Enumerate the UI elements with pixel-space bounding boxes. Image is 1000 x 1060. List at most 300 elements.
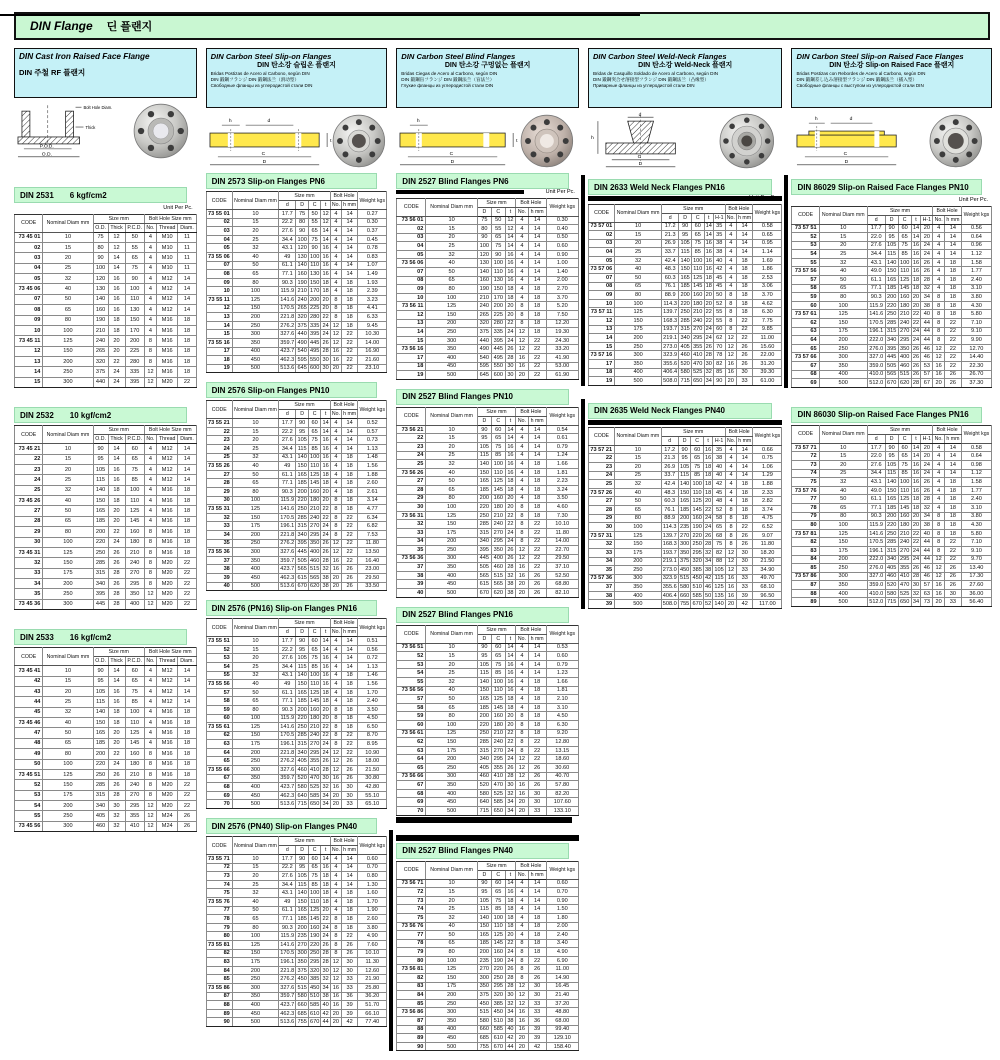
cell: 26 bbox=[945, 379, 962, 388]
cell: 33 bbox=[528, 999, 546, 1008]
cell: 14 bbox=[945, 250, 962, 259]
cell: 2.53 bbox=[753, 274, 782, 283]
cell: 276.2 bbox=[280, 322, 295, 329]
cell: 300 bbox=[232, 548, 278, 557]
cell: 73 55 26 bbox=[206, 462, 232, 471]
cell: 16 bbox=[322, 454, 329, 461]
cell: 33 bbox=[737, 583, 753, 592]
cell: 4 bbox=[144, 485, 156, 495]
cell: M12 bbox=[157, 274, 178, 284]
cell: 0.58 bbox=[961, 443, 991, 452]
cell: 423.7 bbox=[280, 1001, 295, 1008]
cell: 16 bbox=[108, 284, 125, 294]
cell: 250 bbox=[43, 367, 93, 377]
cell: 35 bbox=[713, 231, 725, 240]
cell: 44 bbox=[15, 697, 43, 707]
table-row bbox=[397, 721, 579, 730]
cell: 505 bbox=[477, 563, 491, 572]
cell: M16 bbox=[157, 485, 178, 495]
cell: 52 bbox=[15, 780, 43, 790]
cell: 34 bbox=[505, 806, 515, 815]
column-subheader: Thread bbox=[157, 223, 178, 232]
column-header: Bolt Hole bbox=[516, 198, 547, 207]
cell: 140 bbox=[886, 478, 897, 485]
cell: 1.00 bbox=[546, 259, 578, 268]
table-row bbox=[397, 216, 579, 225]
cell: 4 bbox=[330, 252, 341, 261]
cell: 22 bbox=[945, 336, 962, 345]
column-header: Nominal Diam mm bbox=[819, 206, 867, 224]
table-row bbox=[206, 330, 387, 339]
cell: 445 bbox=[297, 548, 307, 555]
column-subheader: No. bbox=[934, 216, 943, 223]
cell: 350 bbox=[477, 982, 491, 991]
cell: 130 bbox=[309, 270, 320, 277]
column-subheader: Thread bbox=[157, 657, 178, 666]
cell: 22.00 bbox=[753, 351, 782, 360]
cell: 175 bbox=[43, 790, 93, 800]
cell: 515 bbox=[297, 984, 307, 991]
cell: 0.53 bbox=[546, 643, 578, 652]
cell: 50 bbox=[615, 274, 662, 283]
cell: 85 bbox=[308, 445, 321, 454]
cell: M12 bbox=[157, 444, 178, 454]
cell: 2.33 bbox=[753, 488, 782, 497]
cell: 4 bbox=[933, 233, 945, 242]
cell: 29 bbox=[397, 494, 426, 503]
cell: 16 bbox=[516, 354, 528, 363]
dd-label: D bbox=[638, 161, 643, 167]
cell: 64 bbox=[206, 748, 232, 757]
cell: 395 bbox=[886, 345, 897, 352]
cell: 47 bbox=[15, 728, 43, 738]
table-row bbox=[588, 308, 782, 317]
cell: 10 bbox=[232, 855, 278, 864]
cell: 43.1 bbox=[279, 889, 296, 898]
cell: 24 bbox=[505, 336, 515, 345]
cell: 525 bbox=[309, 784, 320, 791]
cell: 18 bbox=[322, 471, 329, 478]
cell: 22 bbox=[528, 554, 546, 563]
cell: 515 bbox=[491, 571, 505, 580]
cell: 100 bbox=[491, 913, 505, 922]
cell: 05 bbox=[15, 274, 43, 284]
cell: 16 bbox=[912, 251, 920, 258]
flange-photo bbox=[521, 115, 573, 167]
cell: 350 bbox=[426, 345, 478, 354]
cell: 34 bbox=[705, 558, 712, 565]
cell: 12 bbox=[725, 566, 736, 575]
column-header: CODE bbox=[588, 204, 614, 222]
cell: 20 bbox=[705, 498, 712, 505]
cell: 22 bbox=[528, 345, 546, 354]
cell: 100 bbox=[491, 678, 505, 687]
cell: 40 bbox=[397, 589, 426, 598]
cell: 18 bbox=[342, 304, 358, 313]
cell: 10 bbox=[43, 232, 93, 242]
cell: 14 bbox=[108, 263, 125, 273]
cell: 30 bbox=[342, 783, 358, 792]
cell: 8 bbox=[144, 568, 156, 578]
cell: 20 bbox=[505, 494, 515, 503]
black-accent-bar bbox=[396, 835, 579, 841]
cell: 1.07 bbox=[358, 261, 387, 270]
cell: 350 bbox=[232, 992, 278, 1001]
cell: 18 bbox=[736, 308, 752, 317]
cell: 4 bbox=[330, 906, 341, 915]
cell: 73 45 41 bbox=[15, 666, 43, 676]
cell: 270 bbox=[899, 328, 910, 335]
cell: 24 bbox=[912, 328, 920, 335]
cell: 73 55 16 bbox=[206, 338, 232, 347]
cell: 80 bbox=[296, 218, 309, 227]
cell: 105 bbox=[886, 242, 897, 249]
cell: 61.90 bbox=[546, 371, 578, 380]
cell: 16 bbox=[322, 245, 329, 252]
cell: 14 bbox=[528, 216, 546, 225]
cell: 15 bbox=[819, 233, 867, 242]
table-row bbox=[206, 445, 387, 454]
cell: 34 bbox=[206, 531, 232, 540]
cell: 18 bbox=[736, 274, 752, 283]
cell: 50 bbox=[232, 261, 278, 270]
cell: 75 bbox=[125, 686, 144, 696]
cell: 16 bbox=[322, 463, 329, 470]
cell: 660 bbox=[679, 592, 690, 599]
cell: 145 bbox=[309, 698, 320, 705]
cell: 20 bbox=[232, 654, 278, 663]
cell: 240 bbox=[309, 514, 320, 521]
cell: 315 bbox=[680, 326, 690, 333]
table-row bbox=[397, 686, 579, 695]
cell: 22 bbox=[945, 327, 962, 336]
table-row bbox=[397, 242, 579, 251]
cell: 37.20 bbox=[546, 999, 578, 1008]
column-subheader: O.D. bbox=[93, 657, 108, 666]
cell: 10 bbox=[426, 216, 478, 225]
table-row bbox=[206, 436, 387, 445]
data-table bbox=[206, 400, 388, 591]
cell: 4 bbox=[330, 278, 341, 287]
cell: 73 57 26 bbox=[588, 488, 614, 497]
cell: 4 bbox=[330, 863, 341, 872]
cell: 56.40 bbox=[961, 598, 991, 607]
cell: 18 bbox=[178, 707, 196, 717]
column-header: Weight kgs bbox=[753, 204, 782, 222]
table-row bbox=[792, 362, 992, 371]
cell: 196.1 bbox=[869, 328, 884, 335]
cell: 14 bbox=[178, 294, 196, 304]
cell: 21.50 bbox=[753, 557, 782, 566]
cell: 141.6 bbox=[280, 296, 295, 303]
cell: 18 bbox=[528, 686, 546, 695]
cell: 240 bbox=[297, 296, 307, 303]
cell: 755 bbox=[477, 1042, 491, 1051]
cell: 18 bbox=[342, 453, 358, 462]
cell: 32 bbox=[426, 460, 478, 469]
cell: 165 bbox=[886, 496, 897, 503]
blind-diagram bbox=[396, 111, 579, 171]
cell: 18 bbox=[528, 511, 546, 520]
cell: 18 bbox=[342, 889, 358, 898]
column-header: Bolt Hole bbox=[725, 204, 753, 213]
cell: 32 bbox=[322, 784, 329, 791]
cell: 14 bbox=[505, 233, 515, 242]
cell: 30.60 bbox=[546, 763, 578, 772]
cell: 48.80 bbox=[546, 1008, 578, 1017]
cell: 105 bbox=[93, 686, 108, 696]
cell: 115 bbox=[885, 469, 898, 478]
cell: 32 bbox=[819, 258, 867, 267]
table-row bbox=[397, 789, 579, 798]
cell: 50 bbox=[125, 232, 144, 242]
unit-note: Unit Per Pc. bbox=[749, 194, 779, 201]
cell: 1.46 bbox=[358, 671, 387, 680]
column-subheader: No. bbox=[726, 214, 735, 221]
cell: 8 bbox=[330, 949, 341, 958]
cell: 0.50 bbox=[546, 233, 578, 242]
column-subheader: C bbox=[308, 628, 321, 637]
cell: 280 bbox=[125, 357, 144, 367]
cell: 22.0 bbox=[867, 233, 885, 242]
cell: 12 bbox=[516, 554, 528, 563]
cell: 400 bbox=[232, 1001, 278, 1010]
cell: 55 bbox=[125, 242, 144, 252]
cell: 225 bbox=[491, 311, 505, 320]
cell: 450 bbox=[491, 1008, 505, 1017]
cell: 110 bbox=[898, 486, 911, 495]
cell: 580 bbox=[477, 1017, 491, 1026]
cell: 315 bbox=[477, 528, 491, 537]
cell: 24 bbox=[397, 451, 426, 460]
cell: 4 bbox=[144, 284, 156, 294]
column-header: Weight kgs bbox=[546, 198, 578, 216]
cell: 32 bbox=[43, 274, 93, 284]
column-header: Bolt Hole Size mm bbox=[144, 214, 196, 223]
cell: 14 bbox=[505, 242, 515, 251]
column-subheader: t bbox=[321, 628, 330, 637]
cell: 185 bbox=[680, 283, 690, 290]
table-row bbox=[206, 915, 387, 924]
cell: 20 bbox=[426, 442, 478, 451]
cell: 25 bbox=[615, 248, 662, 257]
column-subheader: t bbox=[911, 434, 921, 443]
cell: 14 bbox=[736, 248, 752, 257]
cell: 222.0 bbox=[869, 337, 884, 344]
table-row bbox=[15, 336, 197, 346]
cell: 82 bbox=[792, 538, 819, 547]
column-header: Size mm bbox=[93, 214, 144, 223]
table-row bbox=[206, 427, 387, 436]
cell: 36 bbox=[342, 992, 358, 1001]
cell: 18 bbox=[178, 336, 196, 346]
cell: 185 bbox=[477, 485, 491, 494]
cell: 42.4 bbox=[661, 256, 678, 265]
cell: 85 bbox=[898, 469, 911, 478]
cell: 23 bbox=[588, 462, 614, 471]
cell: 660 bbox=[297, 1001, 307, 1008]
cell: 0.58 bbox=[753, 222, 782, 231]
cell: 20 bbox=[516, 371, 528, 380]
cell: 100 bbox=[693, 257, 703, 264]
cell: 26 bbox=[322, 941, 329, 948]
cell: 160 bbox=[899, 513, 910, 520]
cell: 17.2 bbox=[661, 222, 678, 231]
cell: 65 bbox=[819, 503, 867, 512]
cell: 22 bbox=[945, 538, 962, 547]
column-header: Nominal Diam mm bbox=[426, 861, 478, 879]
cell: 24 bbox=[322, 322, 329, 329]
cell: 500 bbox=[615, 600, 661, 609]
table-row bbox=[792, 460, 992, 469]
cell: 18 bbox=[736, 291, 752, 300]
cell: 8 bbox=[516, 712, 528, 721]
cell: 13.40 bbox=[961, 564, 991, 573]
cell: 16 bbox=[933, 581, 945, 590]
c-label: C bbox=[844, 151, 848, 157]
cell: 100 bbox=[692, 480, 702, 487]
cell: 25 bbox=[615, 471, 661, 480]
column-header: Nominal Diam mm bbox=[232, 619, 278, 637]
cell: 95 bbox=[296, 645, 309, 654]
column-header: Nominal Diam mm bbox=[232, 837, 278, 855]
cell: 16 bbox=[725, 574, 736, 583]
cell: 410 bbox=[693, 352, 703, 359]
cell: 400 bbox=[819, 370, 867, 379]
cell: 350 bbox=[309, 540, 320, 547]
cell: 2.00 bbox=[546, 922, 578, 931]
column-subheader: P.C.D. bbox=[125, 435, 144, 444]
cell: 685 bbox=[297, 1010, 307, 1017]
cell: 4 bbox=[330, 462, 341, 471]
table-row bbox=[206, 582, 387, 591]
cell: 18 bbox=[322, 698, 329, 705]
table-row bbox=[792, 284, 992, 293]
cell: 235 bbox=[477, 956, 491, 965]
table-row bbox=[588, 377, 782, 386]
cell: 26 bbox=[737, 531, 753, 540]
cell: 385 bbox=[491, 999, 505, 1008]
cell: 20 bbox=[921, 443, 933, 452]
cell: 8 bbox=[516, 511, 528, 520]
column-header: Nominal Diam mm bbox=[426, 625, 478, 643]
cell: 68 bbox=[792, 370, 819, 379]
column-header: Size mm bbox=[867, 206, 933, 215]
cell: 145 bbox=[309, 915, 320, 922]
cell: 03 bbox=[397, 233, 426, 242]
cell: 75 bbox=[308, 654, 321, 663]
cell: M12 bbox=[157, 454, 178, 464]
cell: 250 bbox=[232, 757, 278, 766]
cell: 10 bbox=[426, 643, 478, 652]
cell: 300 bbox=[426, 554, 478, 563]
cell: 73 45 21 bbox=[15, 444, 43, 454]
table-row bbox=[397, 1034, 579, 1043]
cell: 18 bbox=[178, 738, 196, 748]
cell: 29 bbox=[15, 527, 43, 537]
table-row bbox=[588, 256, 782, 265]
cell: 85 bbox=[691, 248, 704, 257]
cell: 4 bbox=[933, 503, 945, 512]
table-row bbox=[206, 757, 387, 766]
cell: 139.7 bbox=[663, 309, 678, 316]
cell: 4 bbox=[725, 497, 736, 506]
table-title: DIN 2532 10 kgf/cm2 bbox=[14, 407, 187, 423]
cell: 221.8 bbox=[280, 749, 295, 756]
cell: 8 bbox=[933, 546, 945, 555]
cell: 83 bbox=[397, 982, 426, 991]
cell: 505 bbox=[886, 362, 897, 369]
cell: 46 bbox=[921, 344, 933, 353]
cell: 14 bbox=[178, 284, 196, 294]
cell: 12 bbox=[330, 966, 341, 975]
table-row bbox=[792, 327, 992, 336]
cell: 20 bbox=[921, 224, 933, 233]
cell: 18 bbox=[342, 278, 358, 287]
column-subheader: P.C.D. bbox=[125, 223, 144, 232]
cell: 285 bbox=[886, 539, 897, 546]
cell: 100 bbox=[232, 714, 278, 723]
column-subheader: No. bbox=[516, 870, 528, 879]
cell: 18 bbox=[322, 480, 329, 487]
cell: 160 bbox=[491, 712, 505, 721]
cell: 115.9 bbox=[867, 521, 885, 530]
cell: 133.10 bbox=[546, 806, 578, 815]
table-din2633 bbox=[588, 179, 783, 386]
cell: 24 bbox=[921, 460, 933, 469]
cell: 32 bbox=[232, 889, 278, 898]
cell: 44 bbox=[921, 336, 933, 345]
cell: 19 bbox=[397, 371, 426, 380]
cell: 34.4 bbox=[867, 469, 885, 478]
cell: 1.12 bbox=[961, 469, 991, 478]
cell: 4 bbox=[933, 224, 945, 233]
cell: 7.30 bbox=[546, 511, 578, 520]
cell: 02 bbox=[588, 231, 614, 240]
cell: 65.10 bbox=[358, 800, 387, 809]
cell: 6.30 bbox=[546, 721, 578, 730]
cell: 30 bbox=[342, 958, 358, 967]
cell: 145 bbox=[899, 504, 910, 511]
section-subtitle-ru: Свободные фланцы из углеродистой стали DIN bbox=[210, 82, 313, 88]
cell: 8 bbox=[516, 939, 528, 948]
cell: 28 bbox=[705, 541, 712, 548]
cell: 0.90 bbox=[546, 896, 578, 905]
cell: 0.56 bbox=[358, 645, 387, 654]
cell: 240 bbox=[693, 317, 703, 324]
cell: 33 bbox=[737, 574, 753, 583]
table-row bbox=[792, 452, 992, 461]
cell: 670 bbox=[477, 589, 491, 598]
cell: 23 bbox=[206, 436, 232, 445]
cell: 30 bbox=[342, 791, 358, 800]
table-row bbox=[15, 749, 197, 759]
cell: 8 bbox=[144, 537, 156, 547]
table-row bbox=[588, 600, 782, 609]
cell: 90 bbox=[477, 879, 491, 888]
table-row bbox=[206, 731, 387, 740]
cell: 105 bbox=[886, 461, 897, 468]
cell: 0.83 bbox=[358, 252, 387, 261]
cell: 50 bbox=[713, 291, 725, 300]
cell: 73 45 46 bbox=[15, 718, 43, 728]
cell: 16 bbox=[912, 268, 920, 275]
table-row bbox=[206, 855, 387, 864]
cell: 80 bbox=[232, 278, 278, 287]
cell: 470 bbox=[693, 360, 703, 367]
column-subheader: O.D. bbox=[93, 435, 108, 444]
cell: 615 bbox=[297, 574, 307, 581]
